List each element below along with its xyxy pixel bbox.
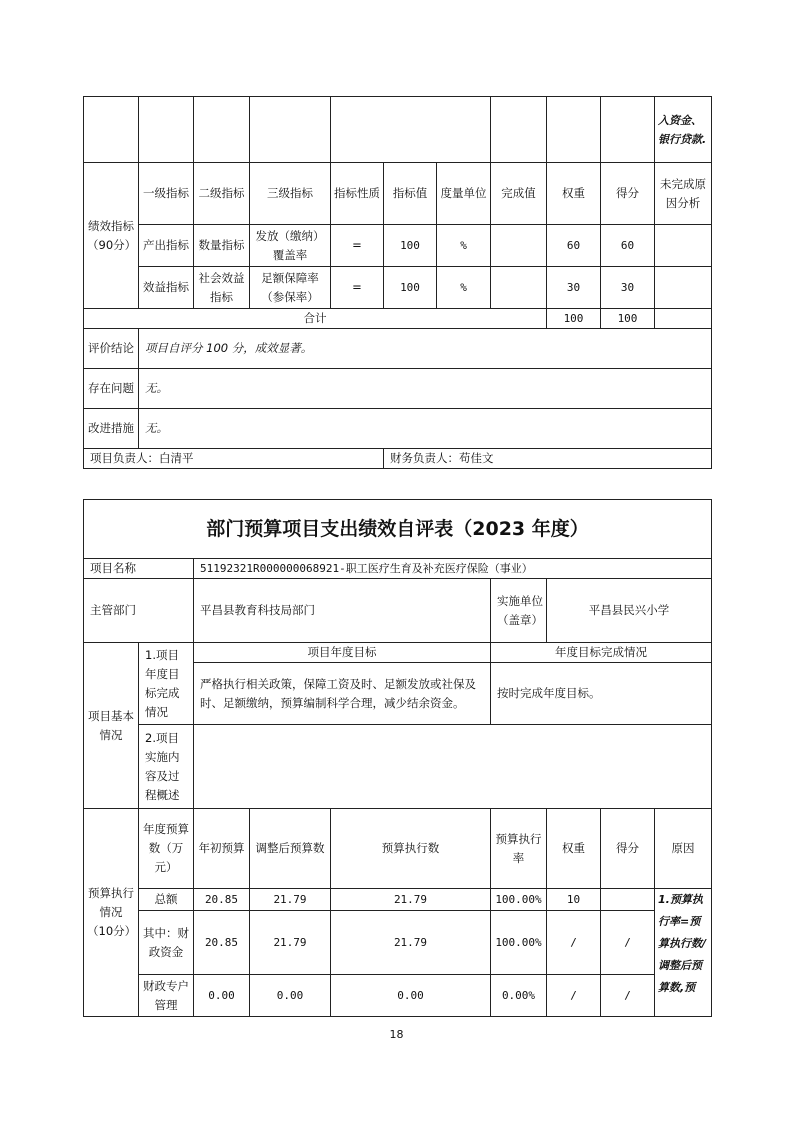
blank-cell	[250, 97, 331, 163]
blank-cell	[84, 97, 139, 163]
budget-executed: 21.79	[331, 889, 491, 911]
budget-header-rate: 预算执行率	[491, 809, 547, 889]
budget-adjusted: 0.00	[250, 975, 331, 1017]
improvements-value: 无。	[139, 409, 712, 449]
budget-header-score: 得分	[601, 809, 655, 889]
self-evaluation-table	[83, 499, 712, 1017]
budget-rate: 100.00%	[491, 911, 547, 975]
unit-cell: %	[437, 267, 491, 309]
budget-score	[601, 889, 655, 911]
process-label: 2.项目实施内容及过程概述	[139, 725, 194, 809]
table-row	[84, 889, 712, 911]
total-score: 100	[601, 309, 655, 329]
reason-cell	[655, 267, 712, 309]
perf-indicator-label: 绩效指标（90分）	[84, 163, 139, 309]
total-row	[84, 309, 712, 329]
budget-adjusted: 21.79	[250, 911, 331, 975]
budget-header-weight: 权重	[547, 809, 601, 889]
score-cell: 30	[601, 267, 655, 309]
level1-cell: 效益指标	[139, 267, 194, 309]
budget-score: /	[601, 975, 655, 1017]
conclusion-label: 评价结论	[84, 329, 139, 369]
budget-executed: 21.79	[331, 911, 491, 975]
budget-initial: 20.85	[194, 889, 250, 911]
blank-cell	[491, 97, 547, 163]
budget-row-name: 其中：财政资金	[139, 911, 194, 975]
blank-cell	[547, 97, 601, 163]
header-score: 得分	[601, 163, 655, 225]
goal-text: 严格执行相关政策，保障工资及时、足额发放或社保及时、足额缴纳，预算编制科学合理，减少结余资金。	[194, 663, 491, 725]
form-title: 部门预算项目支出绩效自评表（2023 年度）	[84, 500, 712, 559]
total-weight: 100	[547, 309, 601, 329]
header-done: 完成值	[491, 163, 547, 225]
unit-label: 实施单位（盖章）	[491, 579, 547, 643]
goal-header: 项目年度目标	[194, 643, 491, 663]
goal-status: 按时完成年度目标。	[491, 663, 712, 725]
header-reason: 未完成原因分析	[655, 163, 712, 225]
carry-over-reason: 入资金、银行贷款.	[655, 97, 712, 163]
budget-header-adjusted: 调整后预算数	[250, 809, 331, 889]
budget-adjusted: 21.79	[250, 889, 331, 911]
budget-rate: 0.00%	[491, 975, 547, 1017]
unit-value: 平昌县民兴小学	[547, 579, 712, 643]
nature-cell: =	[331, 225, 384, 267]
budget-executed: 0.00	[331, 975, 491, 1017]
header-nature: 指标性质	[331, 163, 384, 225]
budget-weight: /	[547, 911, 601, 975]
budget-initial: 20.85	[194, 911, 250, 975]
dept-value: 平昌县教育科技局部门	[194, 579, 491, 643]
budget-header-initial: 年初预算	[194, 809, 250, 889]
level1-cell: 产出指标	[139, 225, 194, 267]
budget-reason: 1.预算执行率=预算执行数/调整后预算数,预	[655, 889, 712, 1017]
performance-table-continued	[83, 96, 712, 469]
weight-cell: 60	[547, 225, 601, 267]
budget-header-annual: 年度预算数（万元）	[139, 809, 194, 889]
project-name-label: 项目名称	[84, 559, 194, 579]
reason-cell	[655, 225, 712, 267]
goal-label: 1.项目年度目标完成情况	[139, 643, 194, 725]
blank-cell	[331, 97, 491, 163]
budget-header-executed: 预算执行数	[331, 809, 491, 889]
header-weight: 权重	[547, 163, 601, 225]
blank-cell	[655, 309, 712, 329]
done-cell	[491, 267, 547, 309]
budget-label: 预算执行情况（10分）	[84, 809, 139, 1017]
budget-row-name: 总额	[139, 889, 194, 911]
level3-cell: 足额保障率（参保率）	[250, 267, 331, 309]
budget-header-reason: 原因	[655, 809, 712, 889]
problems-label: 存在问题	[84, 369, 139, 409]
budget-score: /	[601, 911, 655, 975]
budget-row-name: 财政专户管理	[139, 975, 194, 1017]
header-value: 指标值	[384, 163, 437, 225]
finance-lead: 财务负责人：苟佳文	[384, 449, 712, 469]
level2-cell: 社会效益指标	[194, 267, 250, 309]
level3-cell: 发放（缴纳）覆盖率	[250, 225, 331, 267]
conclusion-value: 项目自评分 100 分，成效显著。	[139, 329, 712, 369]
value-cell: 100	[384, 267, 437, 309]
table-row	[84, 225, 712, 267]
budget-weight: /	[547, 975, 601, 1017]
budget-initial: 0.00	[194, 975, 250, 1017]
table-row	[84, 911, 712, 975]
dept-label: 主管部门	[84, 579, 194, 643]
total-label: 合计	[84, 309, 547, 329]
level2-cell: 数量指标	[194, 225, 250, 267]
nature-cell: =	[331, 267, 384, 309]
budget-weight: 10	[547, 889, 601, 911]
header-level3: 三级指标	[250, 163, 331, 225]
blank-cell	[194, 97, 250, 163]
blank-cell	[139, 97, 194, 163]
score-cell: 60	[601, 225, 655, 267]
process-text	[194, 725, 712, 809]
value-cell: 100	[384, 225, 437, 267]
basic-info-label: 项目基本情况	[84, 643, 139, 809]
table-row	[84, 267, 712, 309]
project-name-value: 51192321R000000068921-职工医疗生育及补充医疗保险（事业）	[194, 559, 712, 579]
table-row	[84, 975, 712, 1017]
header-level1: 一级指标	[139, 163, 194, 225]
improvements-label: 改进措施	[84, 409, 139, 449]
blank-cell	[601, 97, 655, 163]
done-cell	[491, 225, 547, 267]
unit-cell: %	[437, 225, 491, 267]
budget-rate: 100.00%	[491, 889, 547, 911]
problems-value: 无。	[139, 369, 712, 409]
goal-status-header: 年度目标完成情况	[491, 643, 712, 663]
header-unit: 度量单位	[437, 163, 491, 225]
page-number: 18	[389, 1028, 404, 1041]
header-level2: 二级指标	[194, 163, 250, 225]
project-lead: 项目负责人：白清平	[84, 449, 384, 469]
weight-cell: 30	[547, 267, 601, 309]
